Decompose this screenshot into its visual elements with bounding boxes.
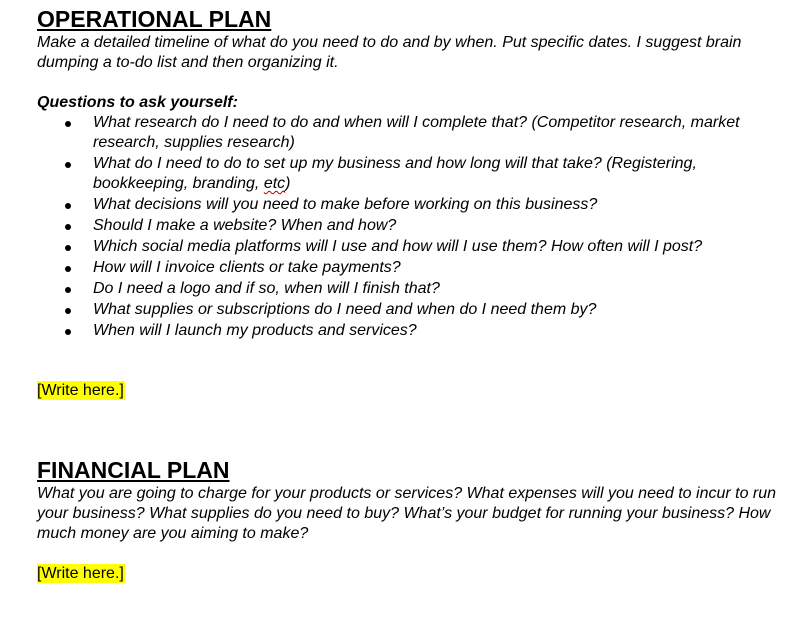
list-item: [37, 279, 777, 299]
bullet-icon: [65, 245, 71, 251]
question-text: What decisions will you need to make before working on this business?: [93, 196, 598, 213]
spacer: [37, 73, 777, 93]
list-item: [37, 300, 777, 320]
question-text: Do I need a logo and if so, when will I finish that?: [93, 280, 440, 297]
spellcheck-flagged-word[interactable]: etc: [263, 175, 286, 192]
question-text: What do I need to do to set up my business and how long will that take? (Registering, bookkeeping, branding,: [93, 155, 697, 192]
bullet-icon: [65, 203, 71, 209]
operational-write-here-placeholder[interactable]: [Write here.]: [37, 382, 124, 399]
bullet-icon: [65, 308, 71, 314]
list-item: [37, 237, 777, 257]
list-item: [37, 154, 777, 194]
spacer: [37, 544, 777, 564]
bullet-icon: [65, 224, 71, 230]
questions-heading: Questions to ask yourself:: [37, 94, 238, 111]
operational-plan-intro: Make a detailed timeline of what do you need to do and by when. Put specific dates. I suggest brain dumping a to-do list and then organizing it.: [37, 34, 742, 71]
bullet-icon: [65, 287, 71, 293]
operational-plan-title: OPERATIONAL PLAN: [37, 6, 272, 32]
questions-list: [37, 113, 777, 341]
bullet-icon: [65, 266, 71, 272]
list-item: [37, 258, 777, 278]
question-text: What supplies or subscriptions do I need and when do I need them by?: [93, 301, 597, 318]
spacer: [37, 400, 777, 457]
question-text: Should I make a website? When and how?: [93, 217, 397, 234]
financial-plan-intro: What you are going to charge for your products or services? What expenses will you need to incur to run your business? What supplies do you need to buy? What’s your budget for running your business? How much money are you aiming to make?: [37, 485, 777, 542]
question-text: How will I invoice clients or take payments?: [93, 259, 401, 276]
financial-write-here-placeholder[interactable]: [Write here.]: [37, 565, 124, 582]
question-text-tail: ): [285, 175, 291, 192]
bullet-icon: [65, 329, 71, 335]
list-item: [37, 321, 777, 341]
question-text: When will I launch my products and services?: [93, 322, 417, 339]
question-text: Which social media platforms will I use and how will I use them? How often will I post?: [93, 238, 703, 255]
list-item: [37, 195, 777, 215]
spacer: [37, 342, 777, 381]
question-text: What research do I need to do and when will I complete that? (Competitor research, market research, supplies research): [93, 114, 740, 151]
bullet-icon: [65, 162, 71, 168]
list-item: [37, 216, 777, 236]
list-item: [37, 113, 777, 153]
bullet-icon: [65, 121, 71, 127]
financial-plan-title: FINANCIAL PLAN: [37, 457, 230, 483]
document-page: [37, 6, 777, 583]
